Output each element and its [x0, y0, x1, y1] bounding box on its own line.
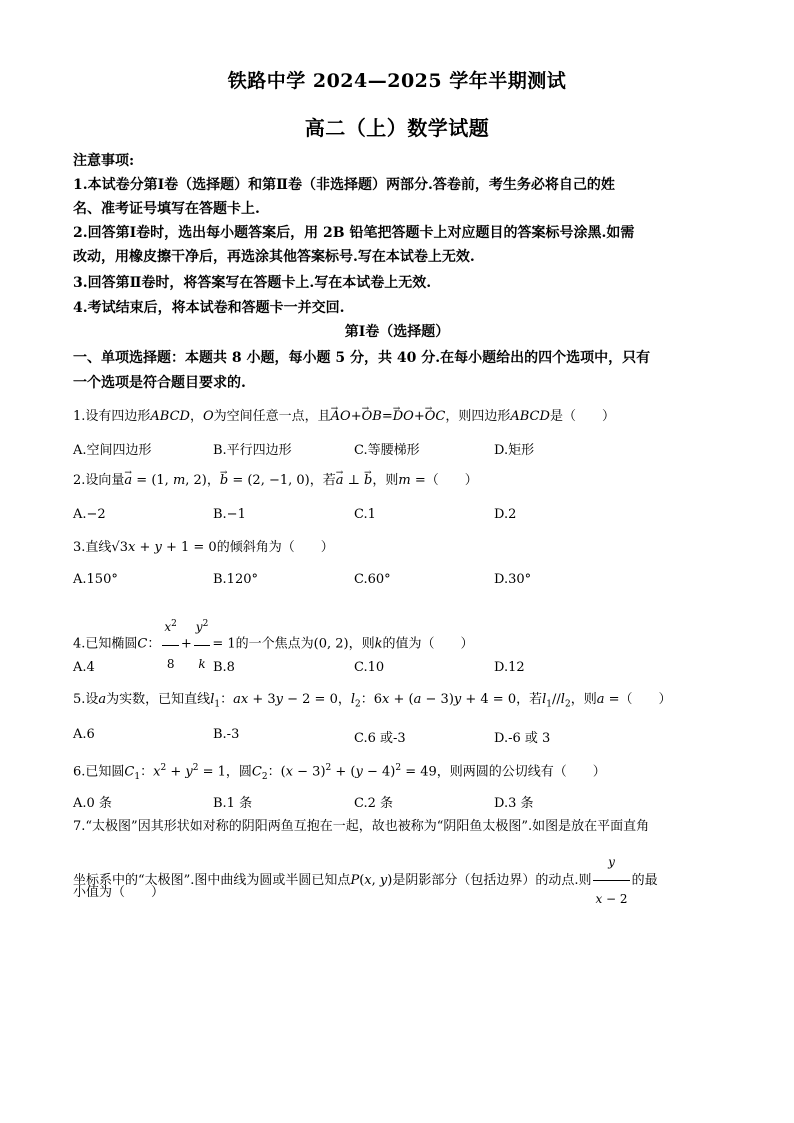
notice-line: 4.考试结束后，将本试卷和答题卡一并交回.	[73, 300, 345, 316]
option-a: A.6	[73, 727, 95, 742]
question-2-options	[73, 507, 733, 525]
question-7-line-1: 7.“太极图”因其形状如对称的阴阳两鱼互抱在一起，故也被称为“阴阳鱼太极图”.如图是放在平面直角	[73, 819, 650, 834]
question-1-options	[73, 439, 733, 457]
option-c: C.10	[354, 660, 385, 675]
option-d: D.30°	[494, 572, 532, 587]
option-a: A.−2	[73, 507, 106, 522]
notice-line: 1.本试卷分第Ⅰ卷（选择题）和第Ⅱ卷（非选择题）两部分.答卷前，考生务必将自己的姓	[73, 177, 615, 193]
option-b: B.8	[213, 660, 235, 675]
question-3-options	[73, 572, 733, 590]
question-7-line-2: 坐标系中的“太极图”.图中曲线为圆或半圆已知点P(x, y)是阴影部分（包括边界）的动点.则 $\frac{y}{x - 2}$ 的最	[73, 844, 658, 917]
question-1-stem: 1.设有四边形ABCD，O为空间任意一点，且→ AO+→ OB=→ DO+→ OC，则四边形ABCD是（ ）	[73, 408, 615, 426]
question-2-stem: 2.设向量→ a = (1, m, 2)，→ b = (2, −1, 0)，若→ a ⊥ → b，则m =（ ）	[73, 472, 478, 490]
option-a: A.4	[73, 660, 95, 675]
option-a: A.0 条	[73, 796, 112, 811]
option-c: C.等腰梯形	[354, 443, 420, 458]
question-4-stem: 4.已知椭圆C： $\frac{x^2}{8}$ + $\frac{y^2}{k}$ = 1的一个焦点为(0, 2)，则k的值为（ ）	[73, 606, 474, 682]
section-title: 第Ⅰ卷（选择题）	[344, 324, 450, 340]
option-d: D.3 条	[494, 796, 534, 811]
question-7-line-3: 小值为（ ）	[73, 885, 165, 900]
question-6-options	[73, 792, 733, 810]
option-b: B.120°	[213, 572, 258, 587]
question-4-options	[73, 660, 733, 678]
option-c: C.6 或-3	[354, 731, 406, 746]
notice-line: 名、准考证号填写在答题卡上.	[73, 201, 260, 217]
option-a: A.150°	[73, 572, 118, 587]
question-5-stem: 5.设a为实数，已知直线$l_1$：ax + 3y − 2 = 0，$l_2$：6x + (a − 3)y + 4 = 0，若$l_1//l_2$，则a =（ ）	[73, 692, 672, 710]
notice-line: 3.回答第Ⅱ卷时，将答案写在答题卡上.写在本试卷上无效.	[73, 275, 432, 291]
option-c: C.2 条	[354, 796, 394, 811]
notice-line: 改动，用橡皮擦干净后，再选涂其他答案标号.写在本试卷上无效.	[73, 249, 475, 265]
option-b: B.−1	[213, 507, 246, 522]
option-c: C.60°	[354, 572, 391, 587]
option-c: C.1	[354, 507, 376, 522]
notice-heading: 注意事项:	[73, 153, 135, 169]
section-instruction: 一个选项是符合题目要求的.	[73, 375, 246, 391]
question-3-stem: 3.直线√3x + y + 1 = 0的倾斜角为（ ）	[73, 540, 334, 555]
question-5-options	[73, 727, 733, 745]
option-d: D.-6 或 3	[494, 731, 551, 746]
option-b: B.1 条	[213, 796, 253, 811]
option-d: D.2	[494, 507, 517, 522]
section-instruction: 一、单项选择题：本题共 8 小题，每小题 5 分，共 40 分.在每小题给出的四个选项中，只有	[73, 350, 651, 366]
question-6-stem: 6.已知圆$C_1$：$x^2 + y^2 = 1$，圆$C_2$：$(x - 3)^2 + (y - 4)^2 = 49$，则两圆的公切线有（ ）	[73, 763, 606, 782]
option-b: B.-3	[213, 727, 240, 742]
option-a: A.空间四边形	[73, 443, 152, 458]
option-d: D.12	[494, 660, 525, 675]
option-d: D.矩形	[494, 443, 535, 458]
exam-title: 铁路中学 2024—2025 学年半期测试	[227, 70, 567, 92]
notice-line: 2.回答第Ⅰ卷时，选出每小题答案后，用 2B 铅笔把答题卡上对应题目的答案标号涂黑.如需	[73, 225, 635, 241]
option-b: B.平行四边形	[213, 443, 292, 458]
exam-subtitle: 高二（上）数学试题	[304, 116, 490, 140]
